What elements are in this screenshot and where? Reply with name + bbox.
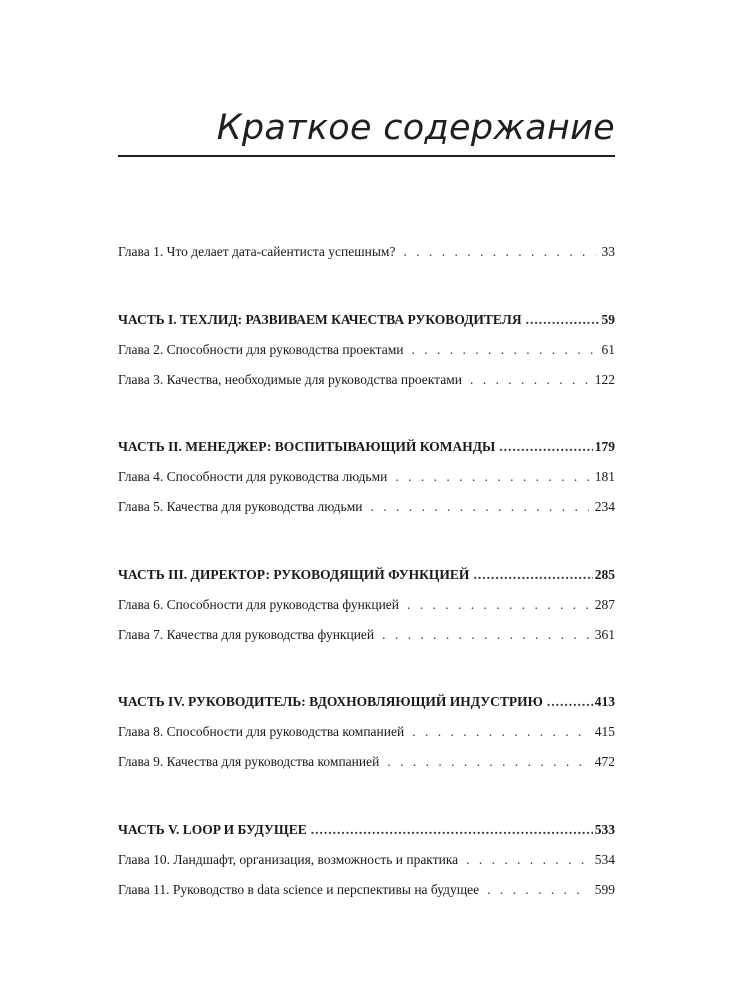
leader-dots xyxy=(387,753,588,771)
toc-entry-chapter-10[interactable] xyxy=(118,851,615,869)
leader-dots xyxy=(412,723,589,741)
toc-part-label: ЧАСТЬ V. LOOP И БУДУЩЕЕ xyxy=(118,822,307,837)
leader-dots xyxy=(403,243,595,261)
toc-part-label: ЧАСТЬ I. ТЕХЛИД: РАЗВИВАЕМ КАЧЕСТВА РУКОВОДИТЕЛЯ xyxy=(118,312,522,327)
toc-entry-page: 534 xyxy=(594,852,615,867)
toc-part-label: ЧАСТЬ II. МЕНЕДЖЕР: ВОСПИТЫВАЮЩИЙ КОМАНДЫ xyxy=(118,439,496,454)
toc-entry-page: 599 xyxy=(594,882,615,897)
toc-entry-page: 472 xyxy=(594,754,615,769)
toc-entry-chapter-5[interactable] xyxy=(118,498,615,516)
toc-entry-label: Глава 10. Ландшафт, организация, возможность и практика xyxy=(118,852,459,867)
toc-entry-page: 533 xyxy=(594,822,615,837)
toc-entry-part-3[interactable] xyxy=(118,566,615,584)
toc-entry-page: 122 xyxy=(594,372,615,387)
toc-entry-chapter-9[interactable] xyxy=(118,753,615,771)
leader-dots xyxy=(473,566,592,584)
toc-entry-label: Глава 8. Способности для руководства компанией xyxy=(118,724,405,739)
toc-entry-part-1[interactable] xyxy=(118,311,615,329)
toc-entry-page: 287 xyxy=(594,597,615,612)
leader-dots xyxy=(407,596,589,614)
toc-entry-page: 285 xyxy=(594,567,615,582)
toc-entry-label: Глава 7. Качества для руководства функцией xyxy=(118,627,375,642)
toc-entry-label: Глава 9. Качества для руководства компанией xyxy=(118,754,380,769)
toc-entry-label: Глава 4. Способности для руководства людьми xyxy=(118,469,388,484)
toc-part-label: ЧАСТЬ IV. РУКОВОДИТЕЛЬ: ВДОХНОВЛЯЮЩИЙ ИНДУСТРИЮ xyxy=(118,694,543,709)
toc-entry-chapter-11[interactable] xyxy=(118,881,615,899)
toc-entry-chapter-7[interactable] xyxy=(118,626,615,644)
leader-dots xyxy=(370,498,588,516)
leader-dots xyxy=(547,693,593,711)
toc-entry-chapter-1[interactable] xyxy=(118,243,615,261)
toc-entry-label: Глава 3. Качества, необходимые для руководства проектами xyxy=(118,372,462,387)
toc-entry-label: Глава 1. Что делает дата-сайентиста успешным? xyxy=(118,244,396,259)
toc-entry-chapter-4[interactable] xyxy=(118,468,615,486)
toc-entry-page: 181 xyxy=(594,469,615,484)
toc-entry-page: 361 xyxy=(594,627,615,642)
toc-entry-chapter-6[interactable] xyxy=(118,596,615,614)
toc-entry-chapter-2[interactable] xyxy=(118,341,615,359)
toc-part-label: ЧАСТЬ III. ДИРЕКТОР: РУКОВОДЯЩИЙ ФУНКЦИЕЙ xyxy=(118,567,470,582)
toc-entry-page: 59 xyxy=(601,312,615,327)
toc-entry-label: Глава 2. Способности для руководства проектами xyxy=(118,342,404,357)
toc-entry-page: 33 xyxy=(601,244,615,259)
leader-dots xyxy=(382,626,589,644)
toc-entry-part-2[interactable] xyxy=(118,438,615,456)
toc-entry-chapter-8[interactable] xyxy=(118,723,615,741)
toc-entry-page: 179 xyxy=(594,439,615,454)
leader-dots xyxy=(470,371,589,389)
leader-dots xyxy=(499,438,592,456)
leader-dots xyxy=(487,881,589,899)
toc-entry-label: Глава 6. Способности для руководства функцией xyxy=(118,597,400,612)
toc-entry-chapter-3[interactable] xyxy=(118,371,615,389)
toc-entry-page: 415 xyxy=(594,724,615,739)
leader-dots xyxy=(526,311,600,329)
toc-entry-page: 413 xyxy=(594,694,615,709)
toc-entry-part-5[interactable] xyxy=(118,821,615,839)
leader-dots xyxy=(311,821,593,839)
toc-entry-page: 234 xyxy=(594,499,615,514)
toc-entry-page: 61 xyxy=(601,342,615,357)
leader-dots xyxy=(412,341,596,359)
page-title: Краткое содержание xyxy=(216,108,615,148)
table-of-contents xyxy=(118,0,615,1000)
toc-entry-part-4[interactable] xyxy=(118,693,615,711)
leader-dots xyxy=(395,468,588,486)
leader-dots xyxy=(466,851,589,869)
toc-entry-label: Глава 11. Руководство в data science и перспективы на будущее xyxy=(118,882,480,897)
toc-entry-label: Глава 5. Качества для руководства людьми xyxy=(118,499,363,514)
